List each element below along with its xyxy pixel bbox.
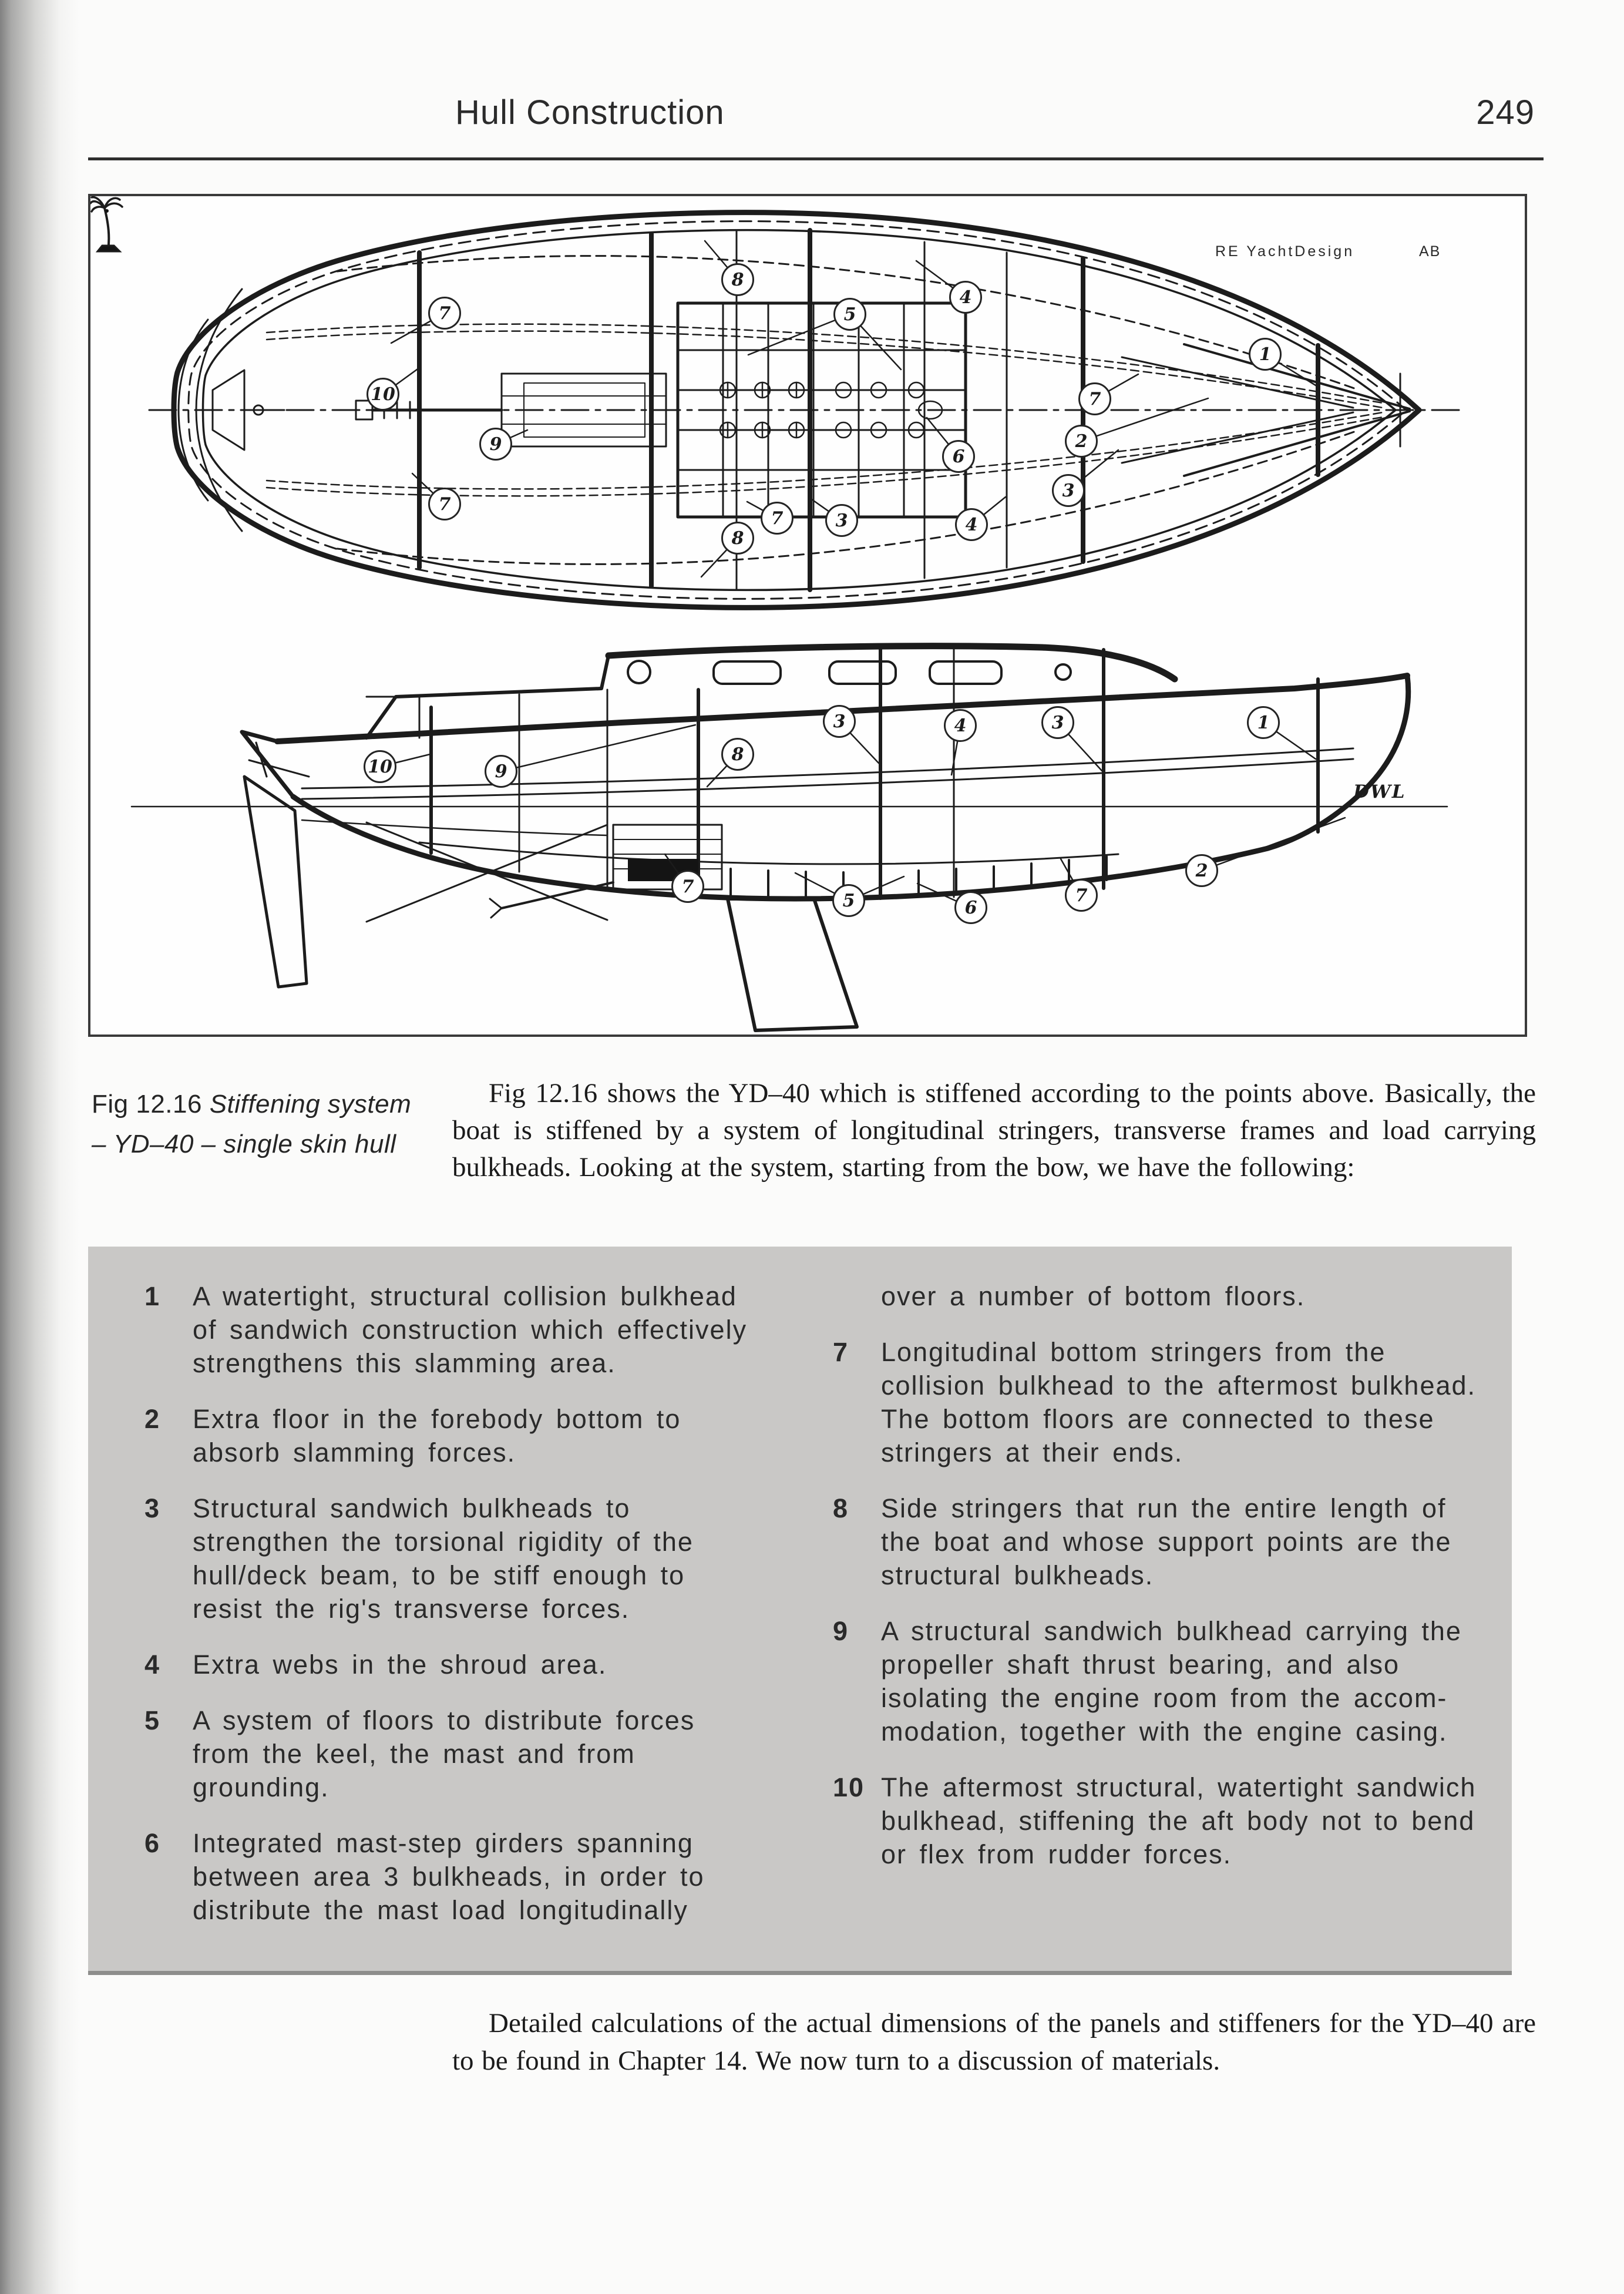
plan-callout-2: 2 bbox=[1065, 425, 1098, 458]
plan-callout-6: 6 bbox=[942, 440, 975, 473]
plan-callout-7c: 7 bbox=[761, 502, 793, 535]
list-item-text: Longitudinal bottom stringers from the collision bulkhead to the aftermost bulkhead. The bottom floors are connected to these stringers at their ends. bbox=[881, 1337, 1477, 1467]
list-item-number: 7 bbox=[833, 1337, 849, 1367]
list-item-number: 5 bbox=[144, 1705, 161, 1735]
list-item-number: 8 bbox=[833, 1493, 849, 1523]
list-item-number: 4 bbox=[144, 1650, 161, 1680]
panel-left-column bbox=[144, 1279, 755, 1949]
figure-caption-italic: Stiffening system – YD–40 – single skin hull bbox=[92, 1090, 412, 1158]
closing-paragraph: Detailed calculations of the actual dimensions of the panels and stiffeners for the YD–40 are to be found in Chapter 14. We now turn to a discussion of materials. bbox=[452, 2008, 1536, 2076]
list-item-text: Side stringers that run the entire length of the boat and whose support points are the structural bulkheads. bbox=[881, 1493, 1452, 1590]
list-item-text: A structural sandwich bulkhead carrying the propeller shaft thrust bearing, and also isolating the engine room from the accom-modation, together with the engine casing. bbox=[881, 1616, 1462, 1746]
intro-paragraph: Fig 12.16 shows the YD–40 which is stiffened according to the points above. Basically, the boat is stiffened by a system of longitudinal stringers, transverse frames and load carrying bulkheads. Looking at the system, starting from the bow, we have the following: bbox=[452, 1078, 1536, 1183]
profile-callout-4: 4 bbox=[944, 709, 977, 742]
plan-callout-10: 10 bbox=[367, 378, 399, 411]
list-item-9 bbox=[833, 1614, 1494, 1748]
plan-callout-4b: 4 bbox=[955, 508, 988, 541]
plan-callout-7: 7 bbox=[428, 297, 461, 330]
profile-callout-8: 8 bbox=[721, 738, 754, 771]
plan-callout-1: 1 bbox=[1249, 338, 1282, 371]
plan-callout-8: 8 bbox=[721, 263, 754, 296]
plan-callout-3b: 3 bbox=[825, 504, 858, 537]
list-item-text: Extra floor in the forebody bottom to absorb slamming forces. bbox=[193, 1404, 681, 1467]
list-item-6 bbox=[144, 1826, 755, 1927]
plan-callout-7b: 7 bbox=[1078, 382, 1111, 415]
list-item-1 bbox=[144, 1279, 755, 1380]
profile-callout-10: 10 bbox=[364, 750, 396, 783]
list-item-number: 2 bbox=[144, 1404, 161, 1434]
yacht-line-drawing bbox=[90, 196, 1525, 1035]
stiffening-points-panel bbox=[88, 1247, 1512, 1975]
profile-callout-5: 5 bbox=[832, 884, 865, 917]
list-item-7 bbox=[833, 1335, 1494, 1469]
list-item-number: 9 bbox=[833, 1616, 849, 1646]
list-item-10 bbox=[833, 1771, 1494, 1871]
logo-suffix: AB bbox=[1419, 243, 1441, 260]
list-item-text: over a number of bottom floors. bbox=[881, 1281, 1306, 1311]
panel-right-column bbox=[833, 1279, 1494, 1893]
plan-callout-8b: 8 bbox=[721, 522, 754, 555]
plan-callout-9: 9 bbox=[479, 428, 512, 461]
profile-callout-1: 1 bbox=[1247, 706, 1280, 739]
intro-paragraph-block bbox=[452, 1075, 1536, 1186]
figure-caption-label: Fig 12.16 bbox=[92, 1090, 202, 1119]
profile-callout-3: 3 bbox=[823, 705, 856, 738]
list-item-number: 6 bbox=[144, 1828, 161, 1858]
plan-callout-3: 3 bbox=[1052, 474, 1085, 507]
list-item-number: 3 bbox=[144, 1493, 161, 1523]
logo-text: RE YachtDesign bbox=[1215, 243, 1355, 260]
list-item-text: A watertight, structural collision bulkhead of sandwich construction which effectively strengthens this slamming area. bbox=[193, 1281, 748, 1378]
profile-callout-2: 2 bbox=[1185, 854, 1218, 887]
profile-callout-7b: 7 bbox=[671, 870, 704, 903]
profile-callout-6: 6 bbox=[954, 891, 987, 924]
plan-callout-7d: 7 bbox=[428, 488, 461, 520]
figure-caption bbox=[92, 1084, 423, 1164]
plan-callout-5: 5 bbox=[833, 298, 866, 331]
plan-callout-4: 4 bbox=[949, 281, 982, 314]
list-item-text: Extra webs in the shroud area. bbox=[193, 1650, 607, 1680]
closing-paragraph-block bbox=[452, 2004, 1536, 2080]
list-item-8 bbox=[833, 1492, 1494, 1592]
profile-callout-7: 7 bbox=[1065, 879, 1098, 912]
page-title: Hull Construction bbox=[455, 93, 725, 132]
scan-edge-shadow bbox=[0, 0, 79, 2294]
figure-12-16 bbox=[88, 194, 1527, 1037]
list-item-number bbox=[833, 1279, 881, 1313]
list-item-number: 10 bbox=[833, 1772, 865, 1802]
palm-tree-icon bbox=[90, 196, 126, 257]
list-item-text: A system of floors to distribute forces from the keel, the mast and from grounding. bbox=[193, 1705, 695, 1802]
dwl-waterline-label: DWL bbox=[1353, 781, 1406, 802]
list-item-text: Integrated mast-step girders spanning between area 3 bulkheads, in order to distribute the mast load longitudinally bbox=[193, 1828, 705, 1925]
profile-callout-3b: 3 bbox=[1041, 706, 1074, 739]
header-rule bbox=[88, 157, 1544, 160]
page-number: 249 bbox=[1476, 93, 1535, 132]
list-item-text: The aftermost structural, watertight sandwich bulkhead, stiffening the aft body not to bend or flex from rudder forces. bbox=[881, 1772, 1477, 1869]
list-item-6-continuation bbox=[833, 1279, 1494, 1313]
list-item-number: 1 bbox=[144, 1281, 161, 1311]
list-item-3 bbox=[144, 1492, 755, 1625]
profile-callout-9: 9 bbox=[485, 755, 517, 788]
list-item-5 bbox=[144, 1704, 755, 1804]
list-item-2 bbox=[144, 1402, 755, 1469]
list-item-4 bbox=[144, 1648, 755, 1681]
list-item-text: Structural sandwich bulkheads to strengthen the torsional rigidity of the hull/deck beam, to be stiff enough to resist the rig's transverse forces. bbox=[193, 1493, 694, 1624]
